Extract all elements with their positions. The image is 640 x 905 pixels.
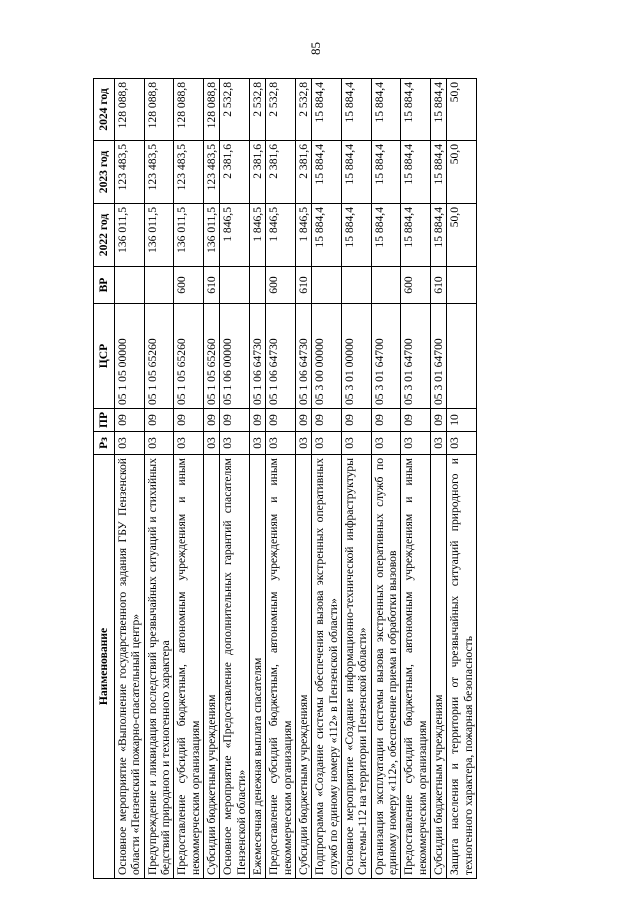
- cell-pr: 09: [249, 409, 265, 432]
- cell-csr: 05 1 05 00000: [115, 304, 145, 409]
- table-row: [144, 79, 174, 879]
- cell-2023: 15 884,4: [371, 141, 401, 204]
- cell-vr: 610: [295, 267, 311, 304]
- cell-csr: 05 1 05 65260: [203, 304, 219, 409]
- table-row: [341, 79, 371, 879]
- cell-csr: 05 3 01 64700: [401, 304, 431, 409]
- header-2022: 2022 год: [94, 204, 115, 267]
- cell-2024: 128 088,8: [203, 79, 219, 141]
- table-body: [115, 79, 477, 879]
- cell-2024: 128 088,8: [144, 79, 174, 141]
- cell-rz: 03: [144, 432, 174, 455]
- cell-vr: [341, 267, 371, 304]
- header-2023: 2023 год: [94, 141, 115, 204]
- cell-vr: 600: [266, 267, 296, 304]
- cell-2022: 15 884,4: [371, 204, 401, 267]
- cell-vr: [371, 267, 401, 304]
- cell-vr: [144, 267, 174, 304]
- cell-name: Основное мероприятие «Создание информационно-технической инфраструктуры Системы-112 на территории Пензенской области»: [341, 455, 371, 879]
- cell-csr: 05 1 06 00000: [220, 304, 250, 409]
- table-row: [430, 79, 446, 879]
- budget-table: [93, 78, 477, 879]
- cell-name: Предупреждение и ликвидация последствий чрезвычайных ситуаций и стихийных бедствий природного и техногенного характера: [144, 455, 174, 879]
- cell-2022: 1 846,5: [220, 204, 250, 267]
- cell-pr: 09: [430, 409, 446, 432]
- cell-pr: 09: [371, 409, 401, 432]
- table-row: [249, 79, 265, 879]
- cell-csr: 05 1 05 65260: [144, 304, 174, 409]
- cell-vr: [220, 267, 250, 304]
- cell-name: Ежемесячная денежная выплата спасателям: [249, 455, 265, 879]
- cell-2023: 15 884,4: [401, 141, 431, 204]
- cell-csr: [447, 304, 477, 409]
- cell-name: Предоставление субсидий бюджетным, автономным учреждениям и иным некоммерческим организациям: [266, 455, 296, 879]
- cell-2023: 123 483,5: [115, 141, 145, 204]
- table-header-row: [94, 79, 115, 879]
- cell-2022: 15 884,4: [312, 204, 342, 267]
- cell-pr: 09: [341, 409, 371, 432]
- cell-2022: 50,0: [447, 204, 477, 267]
- cell-name: Основное мероприятие «Предоставление дополнительных гарантий спасателям Пензенской области»: [220, 455, 250, 879]
- cell-pr: 09: [203, 409, 219, 432]
- cell-name: Субсидии бюджетным учреждениям: [295, 455, 311, 879]
- cell-2024: 15 884,4: [401, 79, 431, 141]
- cell-pr: 09: [295, 409, 311, 432]
- cell-pr: 09: [401, 409, 431, 432]
- cell-pr: 09: [174, 409, 204, 432]
- cell-name: Основное мероприятие «Выполнение государственного задания ГБУ Пензенской области «Пензенский пожарно-спасательный центр»: [115, 455, 145, 879]
- cell-rz: 03: [203, 432, 219, 455]
- cell-vr: 610: [203, 267, 219, 304]
- cell-name: Защита населения и территории от чрезвычайных ситуаций природного и техногенного характера, пожарная безопасность: [447, 455, 477, 879]
- cell-rz: 03: [371, 432, 401, 455]
- cell-name: Субсидии бюджетным учреждениям: [203, 455, 219, 879]
- cell-rz: 03: [401, 432, 431, 455]
- table-row: [115, 79, 145, 879]
- table-row: [220, 79, 250, 879]
- header-name: Наименование: [94, 455, 115, 879]
- cell-2022: 136 011,5: [174, 204, 204, 267]
- cell-pr: 09: [312, 409, 342, 432]
- cell-name: Организация эксплуатации системы вызова экстренных оперативных служб по единому номеру «112», обеспечение приема и обработки вызовов: [371, 455, 401, 879]
- cell-2023: 123 483,5: [203, 141, 219, 204]
- cell-2023: 2 381,6: [295, 141, 311, 204]
- header-pr: ПР: [94, 409, 115, 432]
- table-row: [266, 79, 296, 879]
- cell-csr: 05 3 01 64700: [371, 304, 401, 409]
- cell-name: Предоставление субсидий бюджетным, автономным учреждениям и иным некоммерческим организациям: [401, 455, 431, 879]
- table-row: [371, 79, 401, 879]
- cell-2022: 1 846,5: [266, 204, 296, 267]
- table-row: [312, 79, 342, 879]
- cell-pr: 09: [115, 409, 145, 432]
- cell-2023: 123 483,5: [174, 141, 204, 204]
- cell-csr: 05 1 06 64730: [266, 304, 296, 409]
- cell-pr: 10: [447, 409, 477, 432]
- cell-2024: 15 884,4: [371, 79, 401, 141]
- cell-vr: 600: [174, 267, 204, 304]
- cell-rz: 03: [249, 432, 265, 455]
- cell-pr: 09: [220, 409, 250, 432]
- header-vr: ВР: [94, 267, 115, 304]
- cell-2024: 128 088,8: [174, 79, 204, 141]
- cell-2023: 2 381,6: [249, 141, 265, 204]
- header-rz: Рз: [94, 432, 115, 455]
- cell-2023: 50,0: [447, 141, 477, 204]
- cell-rz: 03: [341, 432, 371, 455]
- cell-2022: 15 884,4: [341, 204, 371, 267]
- cell-name: Подпрограмма «Создание системы обеспечения вызова экстренных оперативных служб по единому номеру «112» в Пензенской области»: [312, 455, 342, 879]
- cell-rz: 03: [430, 432, 446, 455]
- cell-vr: [249, 267, 265, 304]
- cell-rz: 03: [115, 432, 145, 455]
- cell-vr: [447, 267, 477, 304]
- cell-2023: 123 483,5: [144, 141, 174, 204]
- table-row: [295, 79, 311, 879]
- cell-2023: 15 884,4: [341, 141, 371, 204]
- cell-rz: 03: [295, 432, 311, 455]
- cell-vr: [312, 267, 342, 304]
- cell-rz: 03: [220, 432, 250, 455]
- cell-name: Субсидии бюджетным учреждениям: [430, 455, 446, 879]
- cell-2024: 15 884,4: [430, 79, 446, 141]
- cell-2022: 136 011,5: [144, 204, 174, 267]
- table-row: [447, 79, 477, 879]
- cell-2022: 1 846,5: [295, 204, 311, 267]
- header-csr: ЦСР: [94, 304, 115, 409]
- cell-csr: 05 3 01 00000: [341, 304, 371, 409]
- cell-2022: 15 884,4: [401, 204, 431, 267]
- cell-2024: 2 532,8: [220, 79, 250, 141]
- cell-vr: 600: [401, 267, 431, 304]
- cell-2024: 15 884,4: [312, 79, 342, 141]
- cell-2022: 136 011,5: [203, 204, 219, 267]
- cell-2024: 2 532,8: [295, 79, 311, 141]
- cell-csr: 05 3 01 64700: [430, 304, 446, 409]
- cell-rz: 03: [312, 432, 342, 455]
- table-row: [401, 79, 431, 879]
- cell-csr: 05 1 06 64730: [249, 304, 265, 409]
- cell-2023: 15 884,4: [312, 141, 342, 204]
- cell-2024: 50,0: [447, 79, 477, 141]
- cell-2024: 15 884,4: [341, 79, 371, 141]
- header-2024: 2024 год: [94, 79, 115, 141]
- cell-pr: 09: [144, 409, 174, 432]
- cell-2023: 2 381,6: [266, 141, 296, 204]
- cell-pr: 09: [266, 409, 296, 432]
- cell-vr: [115, 267, 145, 304]
- cell-2022: 136 011,5: [115, 204, 145, 267]
- cell-vr: 610: [430, 267, 446, 304]
- cell-rz: 03: [174, 432, 204, 455]
- cell-csr: 05 3 00 00000: [312, 304, 342, 409]
- page-number: 85: [308, 42, 323, 55]
- cell-2024: 128 088,8: [115, 79, 145, 141]
- cell-2023: 15 884,4: [430, 141, 446, 204]
- cell-2024: 2 532,8: [266, 79, 296, 141]
- cell-2022: 1 846,5: [249, 204, 265, 267]
- cell-csr: 05 1 05 65260: [174, 304, 204, 409]
- cell-name: Предоставление субсидий бюджетным, автономным учреждениям и иным некоммерческим организациям: [174, 455, 204, 879]
- table-row: [174, 79, 204, 879]
- rotated-table-area: [93, 79, 528, 879]
- cell-2022: 15 884,4: [430, 204, 446, 267]
- cell-rz: 03: [447, 432, 477, 455]
- cell-2024: 2 532,8: [249, 79, 265, 141]
- table-row: [203, 79, 219, 879]
- cell-csr: 05 1 06 64730: [295, 304, 311, 409]
- cell-rz: 03: [266, 432, 296, 455]
- cell-2023: 2 381,6: [220, 141, 250, 204]
